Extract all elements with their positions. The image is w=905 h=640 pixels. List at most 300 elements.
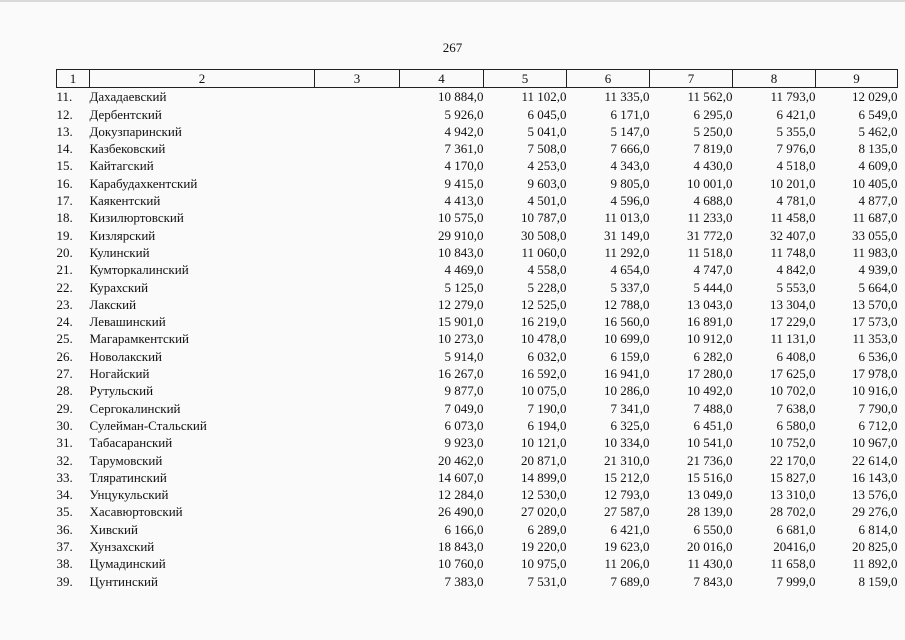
value-cell: 11 131,0: [770, 331, 816, 347]
value-cell: 6 549,0: [858, 106, 898, 122]
empty-cell: [315, 400, 400, 417]
value-cell: 17 625,0: [770, 366, 816, 382]
table-row: [57, 417, 898, 434]
value-cell: 8 159,0: [858, 573, 898, 589]
value-cell: 11 353,0: [852, 331, 898, 347]
value-cell: 19 623,0: [604, 539, 650, 555]
value-cell: 12 530,0: [521, 487, 567, 503]
empty-cell: [315, 486, 400, 503]
value-cell: 9 805,0: [610, 175, 650, 191]
district-name: Цумадинский: [89, 556, 166, 572]
value-cell: 10 787,0: [521, 210, 567, 226]
row-number: 21.: [56, 262, 73, 278]
district-name: Кулинский: [89, 244, 150, 260]
value-cell: 6 073,0: [444, 417, 484, 433]
value-cell: 11 793,0: [770, 89, 816, 105]
value-cell: 4 343,0: [610, 158, 650, 174]
value-cell: 7 049,0: [444, 400, 484, 416]
value-cell: 12 029,0: [852, 89, 898, 105]
value-cell: 33 055,0: [852, 227, 898, 243]
value-cell: 7 976,0: [776, 141, 816, 157]
district-name: Кумторкалинский: [89, 262, 189, 278]
value-cell: 17 229,0: [770, 314, 816, 330]
empty-cell: [315, 417, 400, 434]
empty-cell: [315, 106, 400, 123]
value-cell: 4 747,0: [693, 262, 733, 278]
district-name: Цунтинский: [89, 573, 158, 589]
empty-cell: [315, 261, 400, 278]
column-header: 6: [567, 70, 650, 88]
district-name: Дербентский: [89, 106, 162, 122]
value-cell: 12 793,0: [604, 487, 650, 503]
value-cell: 10 916,0: [852, 383, 898, 399]
value-cell: 5 147,0: [610, 123, 650, 139]
value-cell: 5 041,0: [527, 123, 567, 139]
row-number: 28.: [56, 383, 73, 399]
value-cell: 10 286,0: [604, 383, 650, 399]
value-cell: 7 638,0: [776, 400, 816, 416]
value-cell: 22 170,0: [770, 452, 816, 468]
value-cell: 10 075,0: [521, 383, 567, 399]
value-cell: 16 592,0: [521, 366, 567, 382]
value-cell: 6 159,0: [610, 348, 650, 364]
district-name: Дахадаевский: [89, 89, 167, 105]
district-name: Магарамкентский: [89, 331, 189, 347]
value-cell: 4 253,0: [527, 158, 567, 174]
value-cell: 16 143,0: [852, 469, 898, 485]
value-cell: 27 020,0: [521, 504, 567, 520]
value-cell: 6 289,0: [527, 521, 567, 537]
value-cell: 29 910,0: [438, 227, 484, 243]
table-row: [57, 521, 898, 538]
empty-cell: [315, 503, 400, 520]
value-cell: 10 273,0: [438, 331, 484, 347]
row-number: 26.: [56, 348, 73, 364]
row-number: 15.: [56, 158, 73, 174]
row-number: 38.: [56, 556, 73, 572]
row-number: 35.: [56, 504, 73, 520]
empty-cell: [315, 227, 400, 244]
empty-cell: [315, 538, 400, 555]
empty-cell: [315, 123, 400, 140]
table-row: [57, 555, 898, 572]
district-name: Лакский: [89, 296, 137, 312]
value-cell: 6 325,0: [610, 417, 650, 433]
value-cell: 11 748,0: [770, 244, 816, 260]
empty-cell: [315, 365, 400, 382]
column-header: 1: [57, 70, 90, 88]
value-cell: 11 983,0: [852, 244, 898, 260]
value-cell: 13 043,0: [687, 296, 733, 312]
value-cell: 17 573,0: [852, 314, 898, 330]
value-cell: 20 871,0: [521, 452, 567, 468]
value-cell: 13 304,0: [770, 296, 816, 312]
row-number: 24.: [56, 314, 73, 330]
value-cell: 4 688,0: [693, 193, 733, 209]
table-row: [57, 261, 898, 278]
value-cell: 21 736,0: [687, 452, 733, 468]
value-cell: 10 975,0: [521, 556, 567, 572]
value-cell: 30 508,0: [521, 227, 567, 243]
value-cell: 15 212,0: [604, 469, 650, 485]
column-header: 8: [733, 70, 816, 88]
table-row: [57, 330, 898, 347]
row-number: 22.: [56, 279, 73, 295]
value-cell: 5 355,0: [776, 123, 816, 139]
value-cell: 6 550,0: [693, 521, 733, 537]
district-name: Кизилюртовский: [89, 210, 184, 226]
table-row: [57, 123, 898, 140]
value-cell: 10 702,0: [770, 383, 816, 399]
value-cell: 9 923,0: [444, 435, 484, 451]
value-cell: 16 267,0: [438, 366, 484, 382]
value-cell: 13 310,0: [770, 487, 816, 503]
value-cell: 7 341,0: [610, 400, 650, 416]
value-cell: 27 587,0: [604, 504, 650, 520]
empty-cell: [315, 209, 400, 226]
value-cell: 17 978,0: [852, 366, 898, 382]
value-cell: 6 408,0: [776, 348, 816, 364]
value-cell: 10 405,0: [852, 175, 898, 191]
value-cell: 7 666,0: [610, 141, 650, 157]
value-cell: 12 525,0: [521, 296, 567, 312]
row-number: 17.: [56, 193, 73, 209]
row-number: 32.: [56, 452, 73, 468]
table-row: [57, 503, 898, 520]
value-cell: 4 558,0: [527, 262, 567, 278]
scan-edge: [0, 0, 905, 2]
value-cell: 6 166,0: [444, 521, 484, 537]
value-cell: 7 843,0: [693, 573, 733, 589]
empty-cell: [315, 244, 400, 261]
empty-cell: [315, 313, 400, 330]
district-name: Кайтагский: [89, 158, 154, 174]
value-cell: 12 284,0: [438, 487, 484, 503]
empty-cell: [315, 434, 400, 451]
value-cell: 6 032,0: [527, 348, 567, 364]
district-name: Казбековский: [89, 141, 166, 157]
value-cell: 11 658,0: [770, 556, 816, 572]
district-name: Новолакский: [89, 348, 163, 364]
value-cell: 5 125,0: [444, 279, 484, 295]
value-cell: 10 121,0: [521, 435, 567, 451]
district-name: Кизлярский: [89, 227, 156, 243]
table-row: [57, 88, 898, 106]
value-cell: 17 280,0: [687, 366, 733, 382]
value-cell: 10 760,0: [438, 556, 484, 572]
row-number: 25.: [56, 331, 73, 347]
row-number: 18.: [56, 210, 73, 226]
value-cell: 5 914,0: [444, 348, 484, 364]
value-cell: 11 292,0: [604, 244, 650, 260]
value-cell: 11 335,0: [604, 89, 650, 105]
row-number: 34.: [56, 487, 73, 503]
value-cell: 10 843,0: [438, 244, 484, 260]
value-cell: 10 541,0: [687, 435, 733, 451]
row-number: 30.: [56, 417, 73, 433]
value-cell: 20 016,0: [687, 539, 733, 555]
value-cell: 31 772,0: [687, 227, 733, 243]
table-row: [57, 106, 898, 123]
value-cell: 5 664,0: [858, 279, 898, 295]
empty-cell: [315, 521, 400, 538]
value-cell: 11 102,0: [521, 89, 567, 105]
empty-cell: [315, 330, 400, 347]
district-name: Тляратинский: [89, 469, 167, 485]
value-cell: 16 219,0: [521, 314, 567, 330]
value-cell: 13 576,0: [852, 487, 898, 503]
table-row: [57, 296, 898, 313]
empty-cell: [315, 573, 400, 590]
empty-cell: [315, 296, 400, 313]
value-cell: 4 781,0: [776, 193, 816, 209]
row-number: 33.: [56, 469, 73, 485]
value-cell: 28 702,0: [770, 504, 816, 520]
row-number: 23.: [56, 296, 73, 312]
value-cell: 10 912,0: [687, 331, 733, 347]
table-row: [57, 365, 898, 382]
value-cell: 22 614,0: [852, 452, 898, 468]
value-cell: 9 603,0: [527, 175, 567, 191]
empty-cell: [315, 452, 400, 469]
value-cell: 4 942,0: [444, 123, 484, 139]
row-number: 37.: [56, 539, 73, 555]
value-cell: 4 596,0: [610, 193, 650, 209]
column-header: 5: [484, 70, 567, 88]
value-cell: 4 609,0: [858, 158, 898, 174]
table-row: [57, 469, 898, 486]
column-header: 9: [816, 70, 898, 88]
table-row: [57, 313, 898, 330]
district-name: Тарумовский: [89, 452, 163, 468]
value-cell: 7 361,0: [444, 141, 484, 157]
value-cell: 4 469,0: [444, 262, 484, 278]
value-cell: 4 939,0: [858, 262, 898, 278]
value-cell: 31 149,0: [604, 227, 650, 243]
value-cell: 11 562,0: [687, 89, 733, 105]
row-number: 27.: [56, 366, 73, 382]
table-row: [57, 140, 898, 157]
value-cell: 6 421,0: [610, 521, 650, 537]
value-cell: 7 383,0: [444, 573, 484, 589]
column-header: 3: [315, 70, 400, 88]
value-cell: 12 279,0: [438, 296, 484, 312]
empty-cell: [315, 157, 400, 174]
district-name: Докузпаринский: [89, 123, 182, 139]
value-cell: 5 444,0: [693, 279, 733, 295]
empty-cell: [315, 279, 400, 296]
district-name: Хасавюртовский: [89, 504, 183, 520]
value-cell: 6 282,0: [693, 348, 733, 364]
value-cell: 8 135,0: [858, 141, 898, 157]
value-cell: 7 531,0: [527, 573, 567, 589]
empty-cell: [315, 88, 400, 106]
value-cell: 4 430,0: [693, 158, 733, 174]
value-cell: 4 170,0: [444, 158, 484, 174]
value-cell: 21 310,0: [604, 452, 650, 468]
value-cell: 11 233,0: [687, 210, 733, 226]
value-cell: 10 492,0: [687, 383, 733, 399]
district-name: Карабудахкентский: [89, 175, 198, 191]
row-number: 36.: [56, 521, 73, 537]
table-row: [57, 209, 898, 226]
value-cell: 14 899,0: [521, 469, 567, 485]
table-body: [57, 88, 898, 590]
value-cell: 7 190,0: [527, 400, 567, 416]
value-cell: 26 490,0: [438, 504, 484, 520]
district-name: Курахский: [89, 279, 149, 295]
value-cell: 9 877,0: [444, 383, 484, 399]
value-cell: 10 334,0: [604, 435, 650, 451]
empty-cell: [315, 140, 400, 157]
value-cell: 4 654,0: [610, 262, 650, 278]
table-row: [57, 175, 898, 192]
value-cell: 4 413,0: [444, 193, 484, 209]
value-cell: 7 508,0: [527, 141, 567, 157]
row-number: 31.: [56, 435, 73, 451]
value-cell: 18 843,0: [438, 539, 484, 555]
row-number: 11.: [56, 89, 73, 105]
value-cell: 11 458,0: [770, 210, 816, 226]
value-cell: 32 407,0: [770, 227, 816, 243]
table-row: [57, 157, 898, 174]
value-cell: 11 430,0: [687, 556, 733, 572]
row-number: 39.: [56, 573, 73, 589]
value-cell: 10 967,0: [852, 435, 898, 451]
value-cell: 11 013,0: [604, 210, 650, 226]
value-cell: 6 421,0: [776, 106, 816, 122]
value-cell: 16 560,0: [604, 314, 650, 330]
value-cell: 12 788,0: [604, 296, 650, 312]
table-row: [57, 192, 898, 209]
value-cell: 10 478,0: [521, 331, 567, 347]
value-cell: 15 901,0: [438, 314, 484, 330]
value-cell: 7 689,0: [610, 573, 650, 589]
value-cell: 11 060,0: [521, 244, 567, 260]
value-cell: 16 891,0: [687, 314, 733, 330]
value-cell: 6 194,0: [527, 417, 567, 433]
district-name: Сулейман-Стальский: [89, 417, 207, 433]
value-cell: 11 892,0: [852, 556, 898, 572]
value-cell: 5 553,0: [776, 279, 816, 295]
value-cell: 10 001,0: [687, 175, 733, 191]
district-name: Ногайский: [89, 366, 150, 382]
value-cell: 4 501,0: [527, 193, 567, 209]
row-number: 12.: [56, 106, 73, 122]
district-name: Хивский: [89, 521, 138, 537]
value-cell: 28 139,0: [687, 504, 733, 520]
value-cell: 6 580,0: [776, 417, 816, 433]
row-number: 20.: [56, 244, 73, 260]
value-cell: 7 488,0: [693, 400, 733, 416]
empty-cell: [315, 382, 400, 399]
table-header-row: [57, 70, 898, 88]
value-cell: 19 220,0: [521, 539, 567, 555]
value-cell: 6 451,0: [693, 417, 733, 433]
value-cell: 11 518,0: [687, 244, 733, 260]
value-cell: 15 827,0: [770, 469, 816, 485]
value-cell: 7 999,0: [776, 573, 816, 589]
value-cell: 6 295,0: [693, 106, 733, 122]
table-row: [57, 538, 898, 555]
value-cell: 14 607,0: [438, 469, 484, 485]
table-row: [57, 244, 898, 261]
empty-cell: [315, 192, 400, 209]
value-cell: 4 842,0: [776, 262, 816, 278]
value-cell: 5 926,0: [444, 106, 484, 122]
district-name: Левашинский: [89, 314, 166, 330]
value-cell: 10 884,0: [438, 89, 484, 105]
value-cell: 6 536,0: [858, 348, 898, 364]
table-row: [57, 434, 898, 451]
value-cell: 10 699,0: [604, 331, 650, 347]
district-name: Табасаранский: [89, 435, 173, 451]
value-cell: 20 825,0: [852, 539, 898, 555]
column-header: 2: [90, 70, 315, 88]
row-number: 13.: [56, 123, 73, 139]
district-name: Рутульский: [89, 383, 154, 399]
value-cell: 5 228,0: [527, 279, 567, 295]
value-cell: 6 045,0: [527, 106, 567, 122]
value-cell: 6 712,0: [858, 417, 898, 433]
page-number: 267: [442, 40, 463, 55]
value-cell: 4 877,0: [858, 193, 898, 209]
value-cell: 20416,0: [773, 539, 816, 555]
district-name: Каякентский: [89, 193, 161, 209]
empty-cell: [315, 555, 400, 572]
column-header: 7: [650, 70, 733, 88]
value-cell: 13 570,0: [852, 296, 898, 312]
district-name: Унцукульский: [89, 487, 169, 503]
row-number: 16.: [56, 175, 73, 191]
value-cell: 7 790,0: [858, 400, 898, 416]
value-cell: 11 206,0: [604, 556, 650, 572]
empty-cell: [315, 348, 400, 365]
value-cell: 4 518,0: [776, 158, 816, 174]
value-cell: 11 687,0: [852, 210, 898, 226]
table-row: [57, 227, 898, 244]
value-cell: 10 201,0: [770, 175, 816, 191]
value-cell: 10 752,0: [770, 435, 816, 451]
value-cell: 15 516,0: [687, 469, 733, 485]
row-number: 14.: [56, 141, 73, 157]
table-row: [57, 400, 898, 417]
value-cell: 6 681,0: [776, 521, 816, 537]
table-row: [57, 452, 898, 469]
table-row: [57, 382, 898, 399]
data-table: [56, 69, 898, 590]
value-cell: 10 575,0: [438, 210, 484, 226]
district-name: Сергокалинский: [89, 400, 181, 416]
value-cell: 5 250,0: [693, 123, 733, 139]
value-cell: 5 337,0: [610, 279, 650, 295]
table-row: [57, 348, 898, 365]
column-header: 4: [400, 70, 484, 88]
table-row: [57, 573, 898, 590]
table-row: [57, 279, 898, 296]
value-cell: 6 171,0: [610, 106, 650, 122]
empty-cell: [315, 175, 400, 192]
value-cell: 13 049,0: [687, 487, 733, 503]
empty-cell: [315, 469, 400, 486]
value-cell: 6 814,0: [858, 521, 898, 537]
table-row: [57, 486, 898, 503]
value-cell: 5 462,0: [858, 123, 898, 139]
row-number: 19.: [56, 227, 73, 243]
district-name: Хунзахский: [89, 539, 155, 555]
row-number: 29.: [56, 400, 73, 416]
value-cell: 9 415,0: [444, 175, 484, 191]
